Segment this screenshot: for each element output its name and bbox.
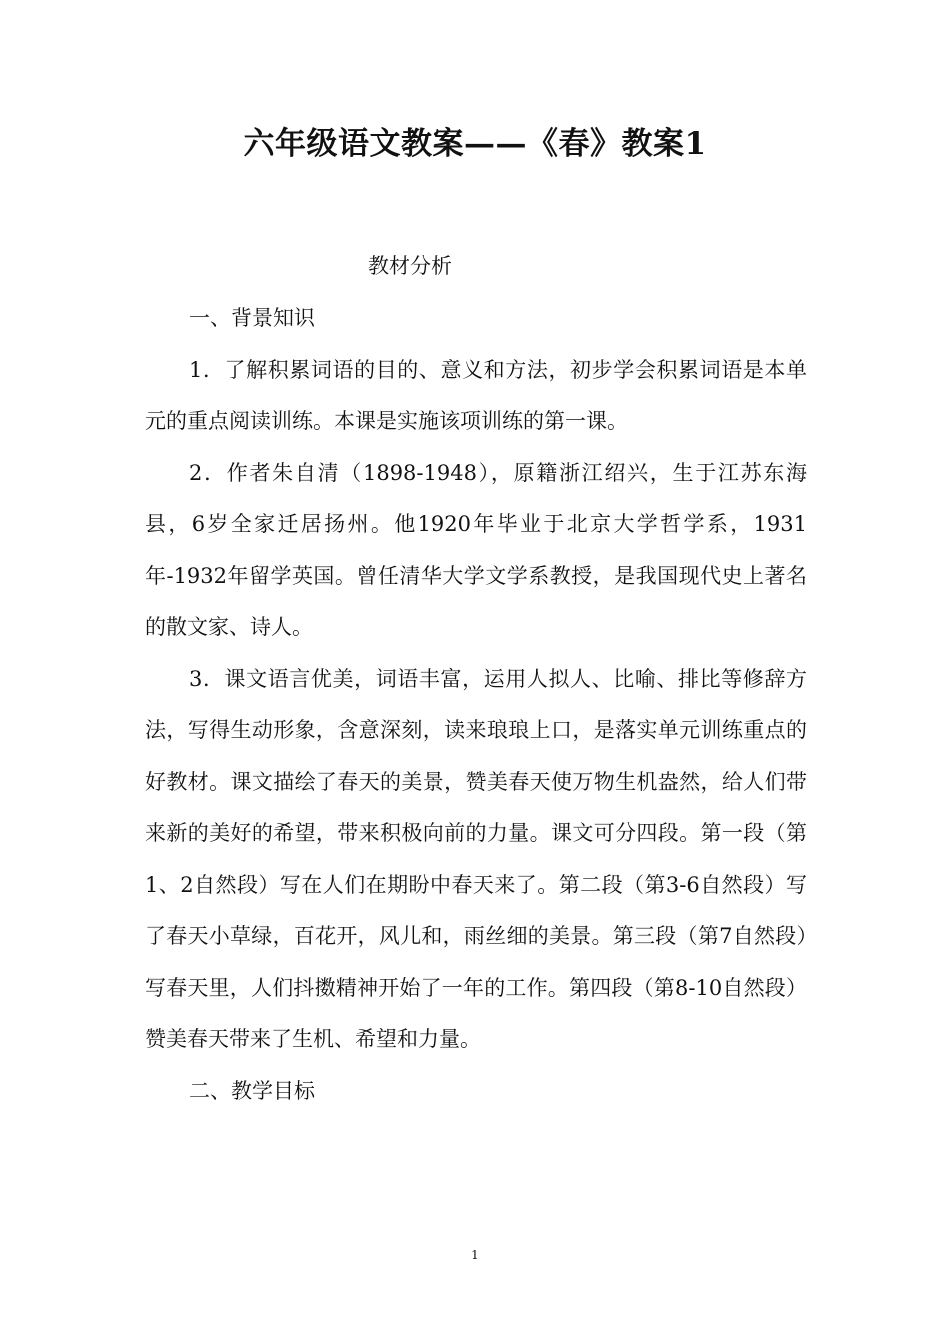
paragraph-1: 1．了解积累词语的目的、意义和方法，初步学会积累词语是本单元的重点阅读训练。本课是实施该项训练的第一课。 <box>145 357 807 433</box>
subheading-background: 一、背景知识 <box>189 306 315 330</box>
document-title: 六年级语文教案——《春》教案1 <box>243 126 707 162</box>
page-number: 1 <box>471 1248 479 1262</box>
document-body <box>145 293 807 1117</box>
subheading-teaching-goals: 二、教学目标 <box>189 1078 315 1103</box>
section-heading: 教材分析 <box>368 254 452 278</box>
paragraph-2: 2．作者朱自清（1898-1948），原籍浙江绍兴，生于江苏东海县，6岁全家迁居扬州。他1920年毕业于北京大学哲学系，1931年-1932年留学英国。曾任清华大学文学系教授，是我国现代史上著名的散文家、诗人。 <box>145 460 807 639</box>
paragraph-3: 3．课文语言优美，词语丰富，运用人拟人、比喻、排比等修辞方法，写得生动形象，含意深刻，读来琅琅上口，是落实单元训练重点的好教材。课文描绘了春天的美景，赞美春天使万物生机盎然，给人们带来新的美好的希望，带来积极向前的力量。课文可分四段。第一段（第1、2自然段）写在人们在期盼中春天来了。第二段（第3-6自然段）写了春天小草绿，百花开，风儿和，雨丝细的美景。第三段（第7自然段）写春天里，人们抖擞精神开始了一年的工作。第四段（第8-10自然段）赞美春天带来了生机、希望和力量。 <box>145 666 807 1051</box>
